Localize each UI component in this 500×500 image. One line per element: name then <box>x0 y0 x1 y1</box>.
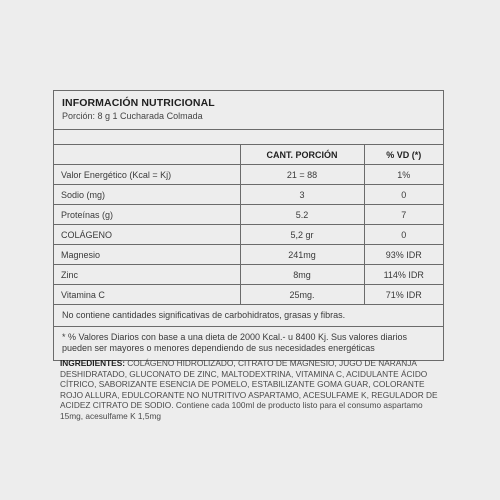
nutrient-vd: 0 <box>364 225 443 245</box>
nutrient-amount: 8mg <box>240 265 364 285</box>
panel-title: INFORMACIÓN NUTRICIONAL <box>62 97 215 109</box>
ingredients-paragraph <box>60 358 442 421</box>
nutrient-amount: 5,2 gr <box>240 225 364 245</box>
column-header-nutrient <box>54 145 240 165</box>
nutrient-label: Vitamina C <box>54 285 240 305</box>
nutrition-table <box>54 145 443 305</box>
table-header-row <box>54 145 443 165</box>
panel-header <box>54 91 443 130</box>
header-spacer <box>54 130 443 145</box>
table-row <box>54 185 443 205</box>
nutrient-vd: 93% IDR <box>364 245 443 265</box>
column-header-vd: % VD (*) <box>364 145 443 165</box>
table-row <box>54 265 443 285</box>
table-row <box>54 245 443 265</box>
nutrition-facts-panel <box>53 90 444 361</box>
nutrient-amount: 5.2 <box>240 205 364 225</box>
daily-values-note: * % Valores Diarios con base a una dieta de 2000 Kcal.- u 8400 Kj. Sus valores diarios pueden ser mayores o menores dependiendo de sus necesidades energéticas <box>62 332 408 353</box>
nutrient-label: Proteínas (g) <box>54 205 240 225</box>
portion-size: Porción: 8 g 1 Cucharada Colmada <box>62 111 203 121</box>
nutrient-amount: 21 = 88 <box>240 165 364 185</box>
nutrient-label: Sodio (mg) <box>54 185 240 205</box>
table-row <box>54 205 443 225</box>
table-row <box>54 225 443 245</box>
column-header-amount: CANT. PORCIÓN <box>240 145 364 165</box>
ingredients-label: INGREDIENTES: <box>60 358 125 368</box>
nutrient-vd: 0 <box>364 185 443 205</box>
nutrient-label: COLÁGENO <box>54 225 240 245</box>
no-significant-note: No contiene cantidades significativas de carbohidratos, grasas y fibras. <box>54 305 443 327</box>
nutrient-label: Zinc <box>54 265 240 285</box>
nutrient-label: Valor Energético (Kcal = Kj) <box>54 165 240 185</box>
nutrient-vd: 114% IDR <box>364 265 443 285</box>
nutrient-label: Magnesio <box>54 245 240 265</box>
nutrient-vd: 7 <box>364 205 443 225</box>
nutrient-amount: 241mg <box>240 245 364 265</box>
table-row <box>54 285 443 305</box>
nutrient-amount: 3 <box>240 185 364 205</box>
table-row <box>54 165 443 185</box>
ingredients-text: COLÁGENO HIDROLIZADO, CITRATO DE MAGNESIO, JUGO DE NARANJA DESHIDRATADO, GLUCONATO DE ZINC, MALTODEXTRINA, VITAMINA C, ACIDULANTE ÁCIDO CÍTRICO, SABORIZANTE ESENCIA DE POMELO, ESTABILIZANTE GOMA GUAR, COLORANTE ROJO ALLURA, EDULCORANTE NO NUTRITIVO ASPARTAMO, ACESULFAME K, REGULADOR DE ACIDEZ CITRATO DE SODIO. Contiene cada 100ml de producto listo para el consumo aspartamo 15mg, acesulfame K 1,5mg <box>60 358 438 421</box>
nutrient-vd: 1% <box>364 165 443 185</box>
nutrient-amount: 25mg. <box>240 285 364 305</box>
nutrient-vd: 71% IDR <box>364 285 443 305</box>
